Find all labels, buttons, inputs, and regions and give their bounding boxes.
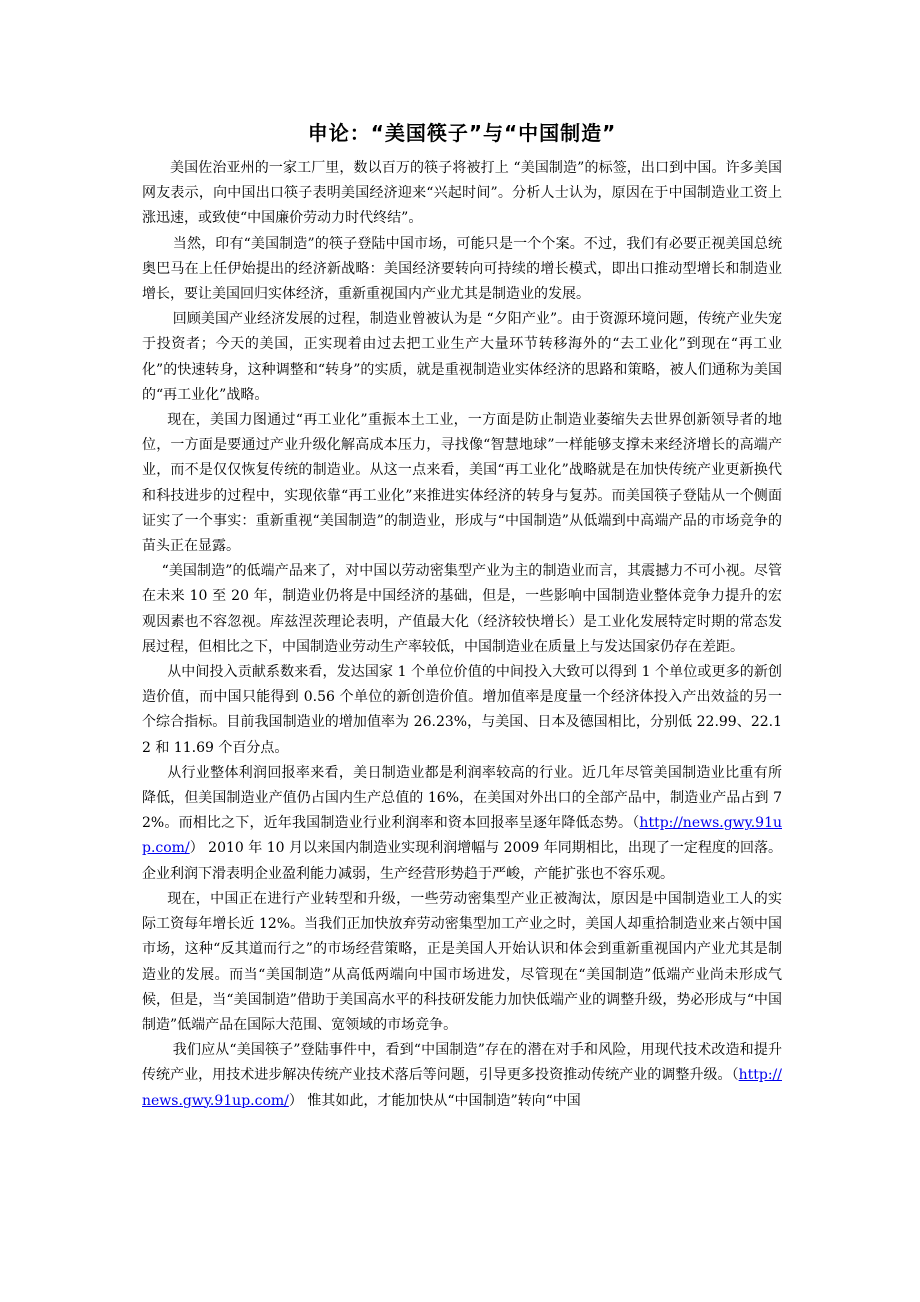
- source-link[interactable]: http://news.gwy.91up.com/: [142, 1067, 782, 1109]
- body-paragraph: [142, 408, 782, 559]
- paragraph-text: ） 2010 年 10 月以来国内制造业实现利润增幅与 2009 年同期相比，出现了一定程度的回落。企业利润下滑表明企业盈利能力减弱，生产经营形势趋于严峻，产能扩张也不容乐观。: [142, 840, 782, 882]
- document-body: [142, 156, 782, 1114]
- body-paragraph: [142, 1038, 782, 1114]
- body-paragraph: [142, 156, 782, 232]
- paragraph-text: 回顾美国产业经济发展的过程，制造业曾被认为是 “夕阳产业”。由于资源环境问题，传统产业失宠于投资者；今天的美国，正实现着由过去把工业生产大量环节转移海外的“去工业化”到现在“再工业化”的快速转身，这种调整和“转身”的实质，就是重视制造业实体经济的思路和策略，被人们通称为美国的“再工业化”战略。: [142, 311, 782, 403]
- paragraph-text: 从行业整体利润回报率来看，美日制造业都是利润率较高的行业。近几年尽管美国制造业比重有所降低，但美国制造业产值仍占国内生产总值的 16%，在美国对外出口的全部产品中，制造业产品占到 72%。而相比之下，近年我国制造业行业利润率和资本回报率呈逐年降低态势。（: [142, 764, 782, 832]
- body-paragraph: [142, 232, 782, 308]
- document-title: 申论：“美国筷子”与“中国制造”: [307, 121, 617, 145]
- paragraph-text: 现在，美国力图通过“再工业化”重振本土工业，一方面是防止制造业萎缩失去世界创新领导者的地位，一方面是要通过产业升级化解高成本压力，寻找像“智慧地球”一样能够支撑未来经济增长的高端产业，而不是仅仅恢复传统的制造业。从这一点来看，美国“再工业化”战略就是在加快传统产业更新换代和科技进步的过程中，实现依靠“再工业化”来推进实体经济的转身与复苏。而美国筷子登陆从一个侧面证实了一个事实：重新重视“美国制造”的制造业，形成与“中国制造”从低端到中高端产品的市场竞争的苗头正在显露。: [142, 412, 782, 555]
- body-paragraph: [142, 761, 782, 887]
- body-paragraph: [142, 559, 782, 660]
- source-link[interactable]: http://news.gwy.91up.com/: [142, 815, 782, 857]
- paragraph-text: 从中间投入贡献系数来看，发达国家 1 个单位价值的中间投入大致可以得到 1 个单位或更多的新创造价值，而中国只能得到 0.56 个单位的新创造价值。增加值率是度量一个经济体投入产出效益的另一个综合指标。目前我国制造业的增加值率为 26.23%，与美国、日本及德国相比，分别低 22.99、22.12 和 11.69 个百分点。: [142, 664, 782, 756]
- paragraph-text: 现在，中国正在进行产业转型和升级，一些劳动密集型产业正被淘汰，原因是中国制造业工人的实际工资每年增长近 12%。当我们正加快放弃劳动密集型加工产业之时，美国人却重拾制造业来占领中国市场，这种“反其道而行之”的市场经营策略，正是美国人开始认识和体会到重新重视国内产业尤其是制造业的发展。而当“美国制造”从高低两端向中国市场进发，尽管现在“美国制造”低端产业尚未形成气候，但是，当“美国制造”借助于美国高水平的科技研发能力加快低端产业的调整升级，势必形成与“中国制造”低端产品在国际大范围、宽领域的市场竞争。: [142, 890, 782, 1033]
- body-paragraph: [142, 660, 782, 761]
- paragraph-text: “美国制造”的低端产品来了，对中国以劳动密集型产业为主的制造业而言，其震撼力不可小视。尽管在未来 10 至 20 年，制造业仍将是中国经济的基础，但是，一些影响中国制造业整体竞争力提升的宏观因素也不容忽视。库兹涅茨理论表明，产值最大化（经济较快增长）是工业化发展特定时期的常态发展过程，但相比之下，中国制造业劳动生产率较低，中国制造业在质量上与发达国家仍存在差距。: [142, 563, 782, 655]
- paragraph-text: 美国佐治亚州的一家工厂里，数以百万的筷子将被打上 “美国制造”的标签，出口到中国。许多美国网友表示，向中国出口筷子表明美国经济迎来“兴起时间”。分析人士认为，原因在于中国制造业工资上涨迅速，或致使“中国廉价劳动力时代终结”。: [142, 160, 782, 227]
- document-page: [142, 118, 782, 1114]
- paragraph-text: 当然，印有“美国制造”的筷子登陆中国市场，可能只是一个个案。不过，我们有必要正视美国总统奥巴马在上任伊始提出的经济新战略：美国经济要转向可持续的增长模式，即出口推动型增长和制造业增长，要让美国回归实体经济，重新重视国内产业尤其是制造业的发展。: [142, 235, 782, 303]
- paragraph-text: ） 惟其如此，才能加快从“中国制造”转向“中国: [288, 1092, 581, 1109]
- body-paragraph: [142, 307, 782, 408]
- body-paragraph: [142, 887, 782, 1038]
- paragraph-text: 我们应从“美国筷子”登陆事件中，看到“中国制造”存在的潜在对手和风险，用现代技术改造和提升传统产业，用技术进步解决传统产业技术落后等问题，引导更多投资推动传统产业的调整升级。（: [142, 1042, 782, 1084]
